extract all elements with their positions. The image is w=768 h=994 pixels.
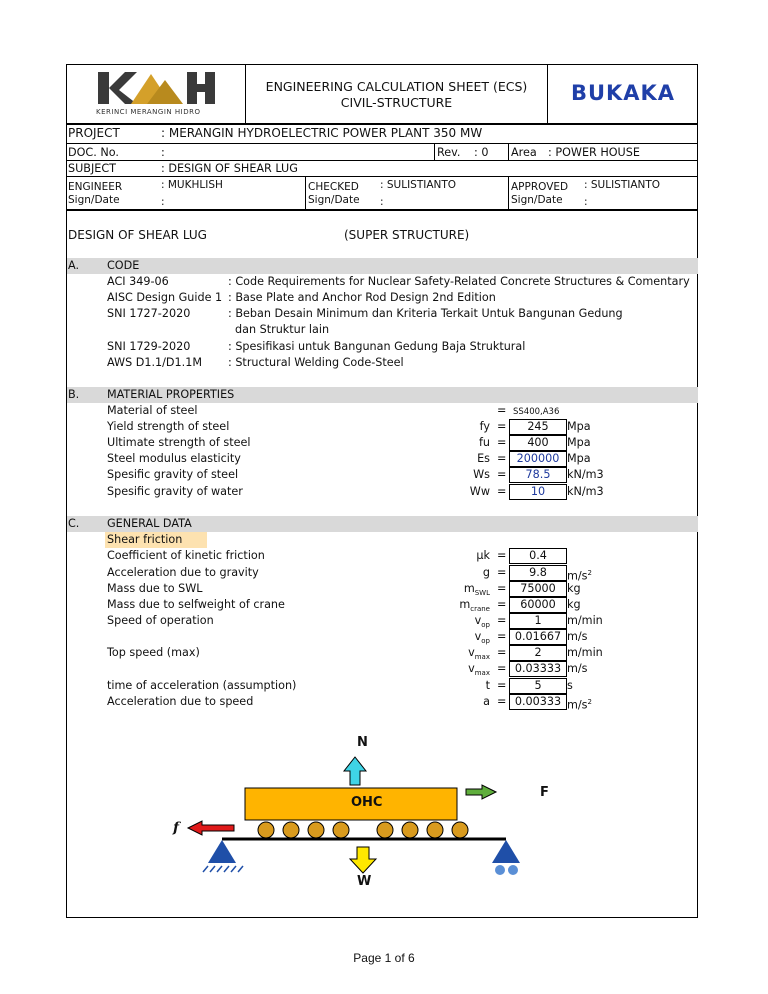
approved-value: : SULISTIANTO (584, 179, 661, 191)
project-label: PROJECT (68, 126, 120, 140)
header-divider (245, 65, 246, 123)
project-value: : MERANGIN HYDROELECTRIC POWER PLANT 350 MW (161, 126, 483, 140)
property-label: Yield strength of steel (107, 420, 230, 433)
data-label: Mass due to selfweight of crane (107, 598, 285, 611)
data-unit: kg (567, 598, 581, 611)
sheet-title: ENGINEERING CALCULATION SHEET (ECS) (265, 79, 528, 94)
equals-sign: = (497, 468, 507, 481)
property-label: Spesific gravity of water (107, 485, 243, 498)
data-value: 75000 (509, 581, 567, 597)
data-label: time of acceleration (assumption) (107, 679, 297, 692)
data-value: 0.4 (509, 548, 567, 564)
engineer-sign-label: Sign/Date (68, 194, 120, 206)
property-unit: Mpa (567, 420, 591, 433)
area-value: : POWER HOUSE (548, 146, 640, 159)
info-rule (434, 143, 435, 160)
wheels (258, 822, 468, 838)
property-value: 78.5 (509, 467, 567, 483)
sheet-subtitle: CIVIL-STRUCTURE (340, 95, 453, 110)
data-label: Acceleration due to gravity (107, 566, 259, 579)
code-desc: : Spesifikasi untuk Bangunan Gedung Baja Struktural (228, 340, 526, 353)
code-name: SNI 1727-2020 (107, 307, 191, 320)
data-value: 9.8 (509, 565, 567, 581)
property-value: 10 (509, 484, 567, 500)
subject-value: : DESIGN OF SHEAR LUG (161, 162, 298, 175)
section-title: MATERIAL PROPERTIES (107, 388, 235, 401)
equals-sign: = (497, 630, 507, 643)
header-bottom-rule (66, 123, 698, 125)
approved-sign-value: : (584, 196, 588, 208)
checked-sign-value: : (380, 196, 384, 208)
data-symbol: $v_{op}$ (474, 630, 490, 646)
data-symbol: $v_{max}$ (468, 662, 490, 678)
section-letter: C. (68, 517, 80, 530)
engineer-value: : MUKHLISH (161, 179, 223, 191)
doc-label: DOC. No. (68, 146, 119, 159)
equals-sign: = (497, 662, 507, 675)
property-unit: kN/m3 (567, 485, 604, 498)
property-value: 245 (509, 419, 567, 435)
data-value: 5 (509, 678, 567, 694)
section-band (67, 258, 698, 274)
label-f-upper: F (540, 785, 549, 800)
info-rule (508, 143, 509, 160)
data-symbol: t (485, 679, 490, 692)
material-value: SS400,A36 (513, 407, 560, 417)
section-subtitle: Shear friction (107, 533, 183, 546)
w-arrow (350, 847, 376, 873)
data-label: Acceleration due to speed (107, 695, 254, 708)
property-unit: Mpa (567, 452, 591, 465)
friction-arrow (188, 821, 234, 835)
kmh-logo (95, 68, 220, 108)
logo-caption: KERINCI MERANGIN HIDRO (96, 108, 201, 116)
property-symbol: fu (478, 436, 490, 449)
label-ohc: OHC (351, 795, 383, 810)
property-symbol: Ww (469, 485, 490, 498)
equals-sign: = (497, 549, 507, 562)
checked-value: : SULISTIANTO (380, 179, 457, 191)
section-letter: A. (68, 259, 80, 272)
data-symbol: $v_{max}$ (468, 646, 490, 662)
area-label: Area (511, 146, 537, 159)
data-label: Speed of operation (107, 614, 214, 627)
n-arrow (344, 757, 366, 785)
data-unit: kg (567, 582, 581, 595)
property-label: Ultimate strength of steel (107, 436, 251, 449)
data-value: 1 (509, 613, 567, 629)
data-unit: $m/s^2$ (567, 569, 592, 583)
property-label: Spesific gravity of steel (107, 468, 239, 481)
equals-sign: = (497, 485, 507, 498)
code-desc: : Base Plate and Anchor Rod Design 2nd Edition (228, 291, 496, 304)
info-rule (66, 160, 698, 161)
data-symbol: $m_{crane}$ (459, 598, 490, 614)
equals-sign: = (497, 614, 507, 627)
code-desc: : Structural Welding Code-Steel (228, 356, 404, 369)
property-label: Steel modulus elasticity (107, 452, 241, 465)
section-title: CODE (107, 259, 140, 272)
data-unit: m/min (567, 614, 603, 627)
equals-sign: = (497, 598, 507, 611)
code-name: AISC Design Guide 1 (107, 291, 223, 304)
data-symbol: $m_{SWL}$ (463, 582, 490, 598)
force-diagram-svg (170, 735, 530, 895)
code-name: ACI 349-06 (107, 275, 169, 288)
code-name: AWS D1.1/D1.1M (107, 356, 202, 369)
equals-sign: = (497, 566, 507, 579)
equals-sign: = (497, 420, 507, 433)
info-bottom-rule (66, 209, 698, 211)
code-desc: : Beban Desain Minimum dan Kriteria Terkait Untuk Bangunan Gedung (228, 307, 623, 320)
equals-sign: = (497, 404, 507, 417)
property-symbol: Ws (473, 468, 490, 481)
label-n: N (357, 735, 368, 750)
data-label: Mass due to SWL (107, 582, 203, 595)
approved-label: APPROVED (511, 181, 569, 193)
equals-sign: = (497, 436, 507, 449)
code-name: SNI 1729-2020 (107, 340, 191, 353)
data-unit: m/s (567, 630, 588, 643)
data-symbol: g (482, 566, 490, 579)
info-rule (66, 143, 698, 144)
data-value: 0.00333 (509, 694, 567, 710)
bukaka-logo: BUKAKA (570, 81, 676, 105)
info-rule (66, 176, 698, 177)
f-arrow (466, 785, 496, 799)
section-title: GENERAL DATA (107, 517, 192, 530)
checked-sign-label: Sign/Date (308, 194, 360, 206)
property-value: 400 (509, 435, 567, 451)
property-symbol: fy (479, 420, 490, 433)
equals-sign: = (497, 695, 507, 708)
doc-title: DESIGN OF SHEAR LUG (68, 228, 207, 242)
info-rule (305, 176, 306, 209)
section-letter: B. (68, 388, 80, 401)
equals-sign: = (497, 582, 507, 595)
data-value: 0.03333 (509, 661, 567, 677)
data-unit: s (567, 679, 573, 692)
label-w: W (357, 874, 372, 889)
material-label: Material of steel (107, 404, 198, 417)
data-unit: m/s (567, 662, 588, 675)
data-label: Coefficient of kinetic friction (107, 549, 265, 562)
engineer-sign-value: : (161, 196, 165, 208)
approved-sign-label: Sign/Date (511, 194, 563, 206)
data-unit: $m/s^2$ (567, 698, 592, 712)
data-symbol: a (483, 695, 490, 708)
data-label: Top speed (max) (107, 646, 200, 659)
property-value: 200000 (509, 451, 567, 467)
rev-label: Rev. (437, 146, 461, 159)
data-unit: m/min (567, 646, 603, 659)
force-diagram (170, 735, 549, 895)
engineer-label: ENGINEER (68, 181, 123, 193)
doc-value: : (161, 146, 165, 159)
equals-sign: = (497, 452, 507, 465)
doc-subtitle: (SUPER STRUCTURE) (344, 228, 470, 242)
code-desc: : Code Requirements for Nuclear Safety-Related Concrete Structures & Comentary (228, 275, 690, 288)
property-unit: Mpa (567, 436, 591, 449)
checked-label: CHECKED (308, 181, 359, 193)
property-unit: kN/m3 (567, 468, 604, 481)
label-f-lower: f (173, 820, 180, 836)
info-rule (508, 176, 509, 209)
data-symbol: μk (476, 549, 490, 562)
data-value: 2 (509, 645, 567, 661)
rev-value: : 0 (474, 146, 489, 159)
roller-support (492, 840, 520, 863)
data-value: 60000 (509, 597, 567, 613)
page-number: Page 1 of 6 (353, 951, 415, 965)
pin-support (208, 840, 236, 863)
equals-sign: = (497, 679, 507, 692)
data-value: 0.01667 (509, 629, 567, 645)
data-symbol: $v_{op}$ (474, 614, 490, 630)
property-symbol: Es (477, 452, 490, 465)
code-desc: dan Struktur lain (235, 323, 330, 336)
equals-sign: = (497, 646, 507, 659)
subject-label: SUBJECT (68, 162, 116, 175)
